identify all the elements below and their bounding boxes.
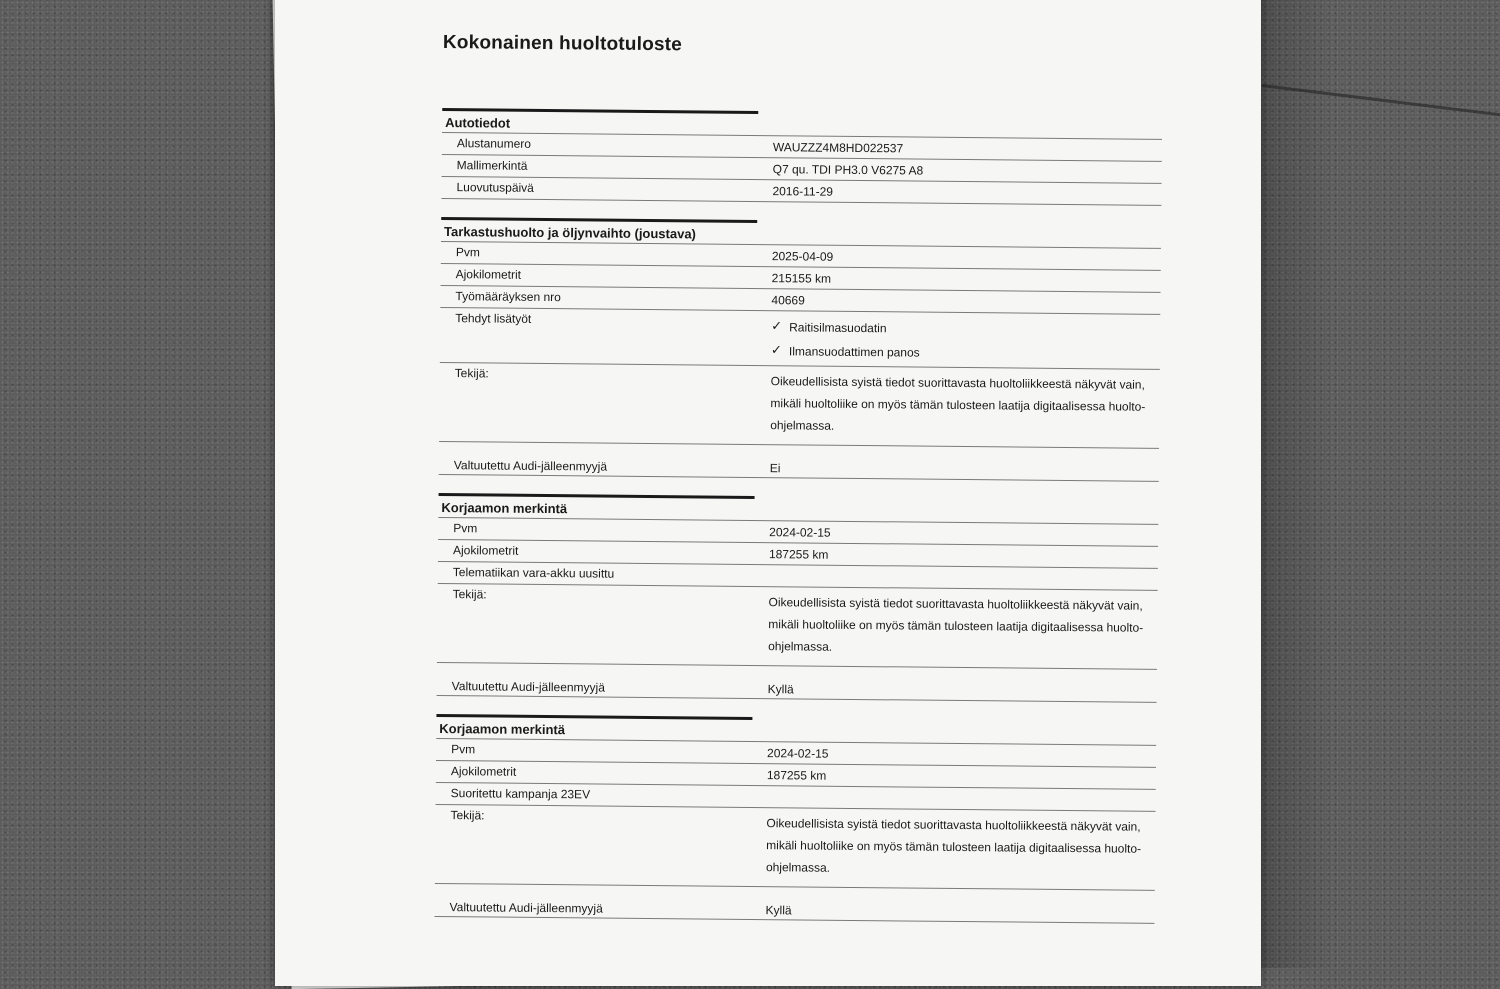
service-dealer-label: Valtuutettu Audi-jälleenmyyjä <box>453 458 608 474</box>
repair-1-maker-label: Tekijä: <box>452 587 487 602</box>
service-section <box>439 217 1161 482</box>
repair-1-title: Korjaamon merkintä <box>438 493 754 520</box>
repair-2-km-value: 187255 km <box>766 768 827 783</box>
repair-1-note: Telematiikan vara-akku uusittu <box>452 565 615 581</box>
repair-2-dealer-label: Valtuutettu Audi-jälleenmyyjä <box>449 900 603 916</box>
check-icon: ✓ <box>771 319 783 335</box>
vin-label: Alustanumero <box>456 136 532 151</box>
service-km-value: 215155 km <box>771 271 832 286</box>
repair-section-1 <box>437 493 1159 703</box>
model-value: Q7 qu. TDI PH3.0 V6275 A8 <box>772 162 924 178</box>
delivery-date-value: 2016-11-29 <box>772 184 834 199</box>
repair-2-title: Korjaamon merkintä <box>436 714 752 741</box>
service-printout <box>434 32 1163 942</box>
vin-value: WAUZZZ4M8HD022537 <box>772 140 904 156</box>
check-icon: ✓ <box>770 343 782 359</box>
service-row <box>439 363 1160 449</box>
repair-2-note: Suoritettu kampanja 23EV <box>450 786 591 802</box>
repair-1-date-value: 2024-02-15 <box>769 525 831 540</box>
repair-2-dealer-value: Kyllä <box>765 903 792 918</box>
service-row <box>440 308 1160 370</box>
service-title: Tarkastushuolto ja öljynvaihto (joustava) <box>441 217 757 244</box>
repair-1-row <box>437 584 1158 670</box>
extra-work-item-label: Raitisilmasuodatin <box>789 320 887 336</box>
work-order-value: 40669 <box>771 293 805 308</box>
repair-2-row <box>435 805 1156 891</box>
repair-2-maker-label: Tekijä: <box>450 808 485 823</box>
service-date-label: Pvm <box>455 245 480 260</box>
repair-section-2 <box>435 714 1157 924</box>
service-date-value: 2025-04-09 <box>771 249 834 264</box>
repair-1-km-value: 187255 km <box>768 547 829 562</box>
repair-1-km-label: Ajokilometrit <box>452 543 519 558</box>
service-printout-paper <box>275 0 1261 986</box>
extra-work-list <box>755 311 1160 369</box>
repair-1-row <box>437 663 1157 703</box>
car-info-title: Autotiedot <box>442 108 758 135</box>
repair-1-date-label: Pvm <box>453 521 478 536</box>
model-label: Mallimerkintä <box>456 158 528 173</box>
repair-2-date-value: 2024-02-15 <box>767 746 829 761</box>
repair-1-maker-text: Oikeudellisista syistä tiedot suorittavasta huoltoliikkeestä näkyvät vain, mikäli huoltoliike on myös tämän tulosteen laatija digitaalisessa huolto-ohjelmassa. <box>768 595 1144 654</box>
repair-2-km-label: Ajokilometrit <box>450 764 517 779</box>
work-order-label: Työmääräyksen nro <box>455 289 561 305</box>
table-seam <box>1258 0 1500 968</box>
delivery-date-label: Luovutuspäivä <box>456 180 534 195</box>
service-dealer-value: Ei <box>769 461 781 476</box>
repair-2-row <box>435 884 1155 924</box>
document-title: Kokonainen huoltotuloste <box>442 32 683 56</box>
extra-work-item <box>771 339 1160 367</box>
service-row <box>439 442 1159 482</box>
repair-2-maker-text: Oikeudellisista syistä tiedot suorittavasta huoltoliikkeestä näkyvät vain, mikäli huoltoliike on myös tämän tulosteen laatija digitaalisessa huolto-ohjelmassa. <box>765 816 1142 875</box>
repair-2-date-label: Pvm <box>451 742 476 757</box>
service-maker-text: Oikeudellisista syistä tiedot suorittavasta huoltoliikkeestä näkyvät vain, mikäli huoltoliike on myös tämän tulosteen laatija digitaalisessa huolto-ohjelmassa. <box>770 374 1146 433</box>
extra-work-item-label: Ilmansuodattimen panos <box>788 344 920 360</box>
service-km-label: Ajokilometrit <box>455 267 522 282</box>
extra-work-label: Tehdyt lisätyöt <box>455 311 532 326</box>
repair-1-dealer-label: Valtuutettu Audi-jälleenmyyjä <box>451 679 605 695</box>
service-maker-label: Tekijä: <box>454 366 489 381</box>
repair-1-dealer-value: Kyllä <box>767 682 794 697</box>
car-info-section <box>441 108 1162 206</box>
